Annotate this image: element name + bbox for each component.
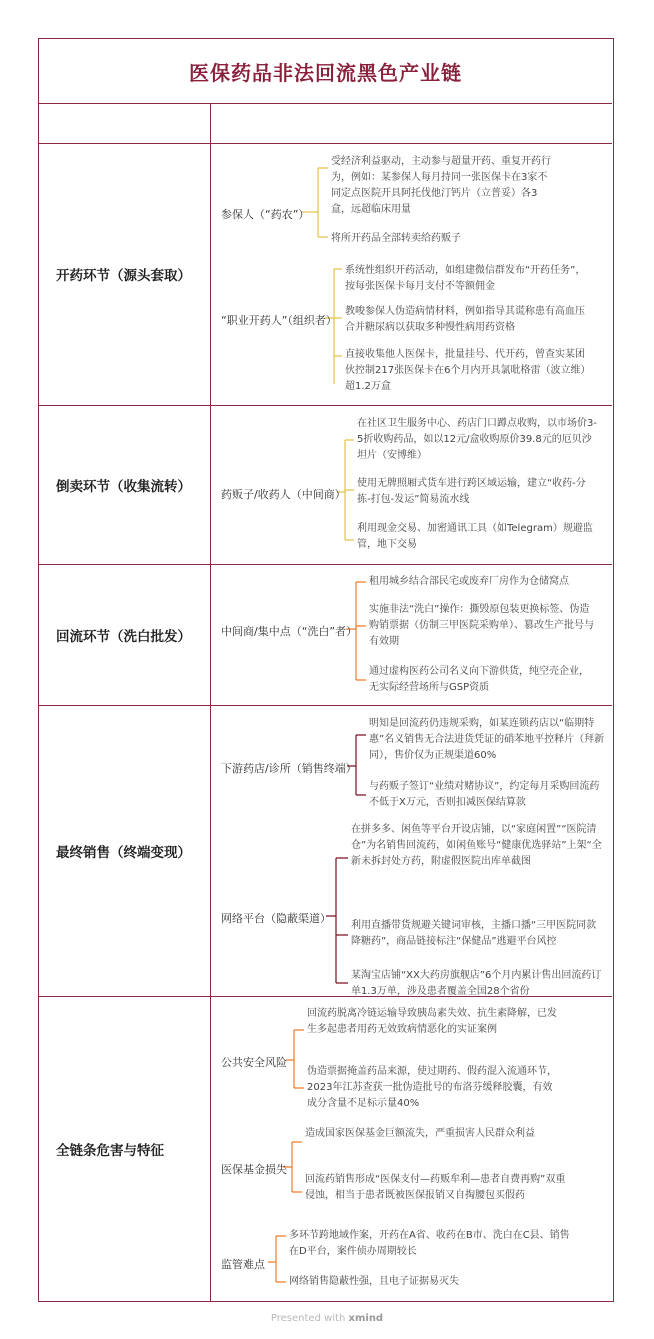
actor-label: “职业开药人”（组织者） — [221, 314, 337, 327]
leaf-item: 将所开药品全部转卖给药贩子 — [331, 233, 461, 244]
actor-label: 参保人（“药农”） — [221, 208, 310, 221]
stage-label: 倒卖环节（收集流转） — [56, 478, 191, 495]
page-title: 医保药品非法回流黑色产业链 — [189, 60, 462, 85]
actor-label: 下游药店/诊所（销售终端） — [221, 762, 357, 775]
leaf-item: 回流药销售形成“医保支付—药贩牟利—患者自费再购”双重侵蚀，相当于患者既被医保报销又自掏腰包买假药 — [305, 1174, 566, 1201]
actor-label: 药贩子/收药人（中间商） — [221, 488, 346, 501]
leaf-item: 受经济利益驱动，主动参与超量开药、重复开药行为，例如：某参保人每月持同一张医保卡在3家不同定点医院开具阿托伐他汀钙片（立普妥）各3盒，远超临床用量 — [331, 156, 551, 215]
leaf-item: 回流药脱离冷链运输导致胰岛素失效、抗生素降解，已发生多起患者用药无效致病情恶化的实证案例 — [307, 1008, 557, 1035]
leaf-item: 租用城乡结合部民宅或废弃厂房作为仓储窝点 — [369, 576, 569, 587]
stage-label: 开药环节（源头套取） — [56, 268, 191, 284]
footer-prefix: Presented with — [270, 1313, 346, 1324]
leaf-item: 某淘宝店铺“XX大药房旗舰店”6个月内累计售出回流药订单1.3万单，涉及患者覆盖全国28个省份 — [351, 970, 602, 997]
leaf-item: 多环节跨地域作案，开药在A省、收药在B市、洗白在C县、销售在D平台，案件侦办周期较长 — [289, 1230, 570, 1257]
leaf-item: 直接收集他人医保卡，批量挂号、代开药，曾查实某团伙控制217张医保卡在6个月内开具氯吡格雷（波立维）超1.2万盒 — [345, 349, 591, 392]
leaf-item: 教唆参保人伪造病情材料，例如指导其谎称患有高血压合并糖尿病以获取多种慢性病用药资格 — [345, 306, 585, 333]
actor-label: 医保基金损失 — [221, 1163, 287, 1176]
leaf-item: 在社区卫生服务中心、药店门口蹲点收购，以市场价3-5折收购药品，如以12元/盒收购原价39.8元的厄贝沙坦片（安博维） — [357, 418, 597, 461]
leaf-item: 利用现金交易、加密通讯工具（如Telegram）规避监管，地下交易 — [357, 523, 593, 550]
stage-label: 回流环节（洗白批发） — [56, 628, 191, 645]
actor-label: 监管难点 — [221, 1258, 265, 1271]
leaf-item: 网络销售隐蔽性强，且电子证据易灭失 — [289, 1276, 459, 1287]
leaf-item: 利用直播带货规避关键词审核，主播口播“三甲医院同款降糖药”，商品链接标注“保健品”逃避平台风控 — [351, 920, 597, 947]
actor-label: 中间商/集中点（“洗白”者） — [221, 625, 358, 638]
stage-label: 最终销售（终端变现） — [56, 844, 191, 861]
actor-label: 公共安全风险 — [221, 1056, 287, 1069]
xmind-logo-text: xmind — [348, 1313, 384, 1324]
leaf-item: 明知是回流药仍违规采购，如某连锁药店以“临期特惠”名义销售无合法进货凭证的硝苯地平控释片（拜新同），售价仅为正规渠道60% — [369, 718, 605, 761]
leaf-item: 系统性组织开药活动，如组建微信群发布“开药任务”，按每张医保卡每月支付不等额佣金 — [345, 265, 586, 292]
leaf-item: 与药贩子签订“业绩对赌协议”，约定每月采购回流药不低于X万元，否则扣减医保结算款 — [369, 781, 600, 808]
leaf-item: 在拼多多、闲鱼等平台开设店铺，以“家庭闲置”“医院清仓”为名销售回流药，如闲鱼账号“健康优选驿站”上架“全新未拆封处方药，附虚假医院出库单截图 — [351, 824, 602, 867]
stage-label: 全链条危害与特征 — [56, 1143, 164, 1159]
footer-credit — [0, 1313, 654, 1324]
actor-label: 网络平台（隐蔽渠道） — [221, 912, 331, 925]
leaf-item: 通过虚构医药公司名义向下游供货，纯空壳企业，无实际经营场所与GSP资质 — [369, 666, 589, 693]
leaf-item: 使用无牌照厢式货车进行跨区域运输，建立“收药-分拣-打包-发运”简易流水线 — [357, 478, 586, 505]
leaf-item: 实施非法“洗白”操作：撕毁原包装更换标签、伪造购销票据（仿制三甲医院采购单）、篡改生产批号与有效期 — [369, 604, 594, 647]
leaf-item: 伪造票据掩盖药品来源，使过期药、假药混入流通环节，2023年江苏查获一批伪造批号的布洛芬缓释胶囊，有效成分含量不足标示量40% — [307, 1066, 557, 1109]
leaf-item: 造成国家医保基金巨额流失，严重损害人民群众利益 — [305, 1128, 535, 1139]
